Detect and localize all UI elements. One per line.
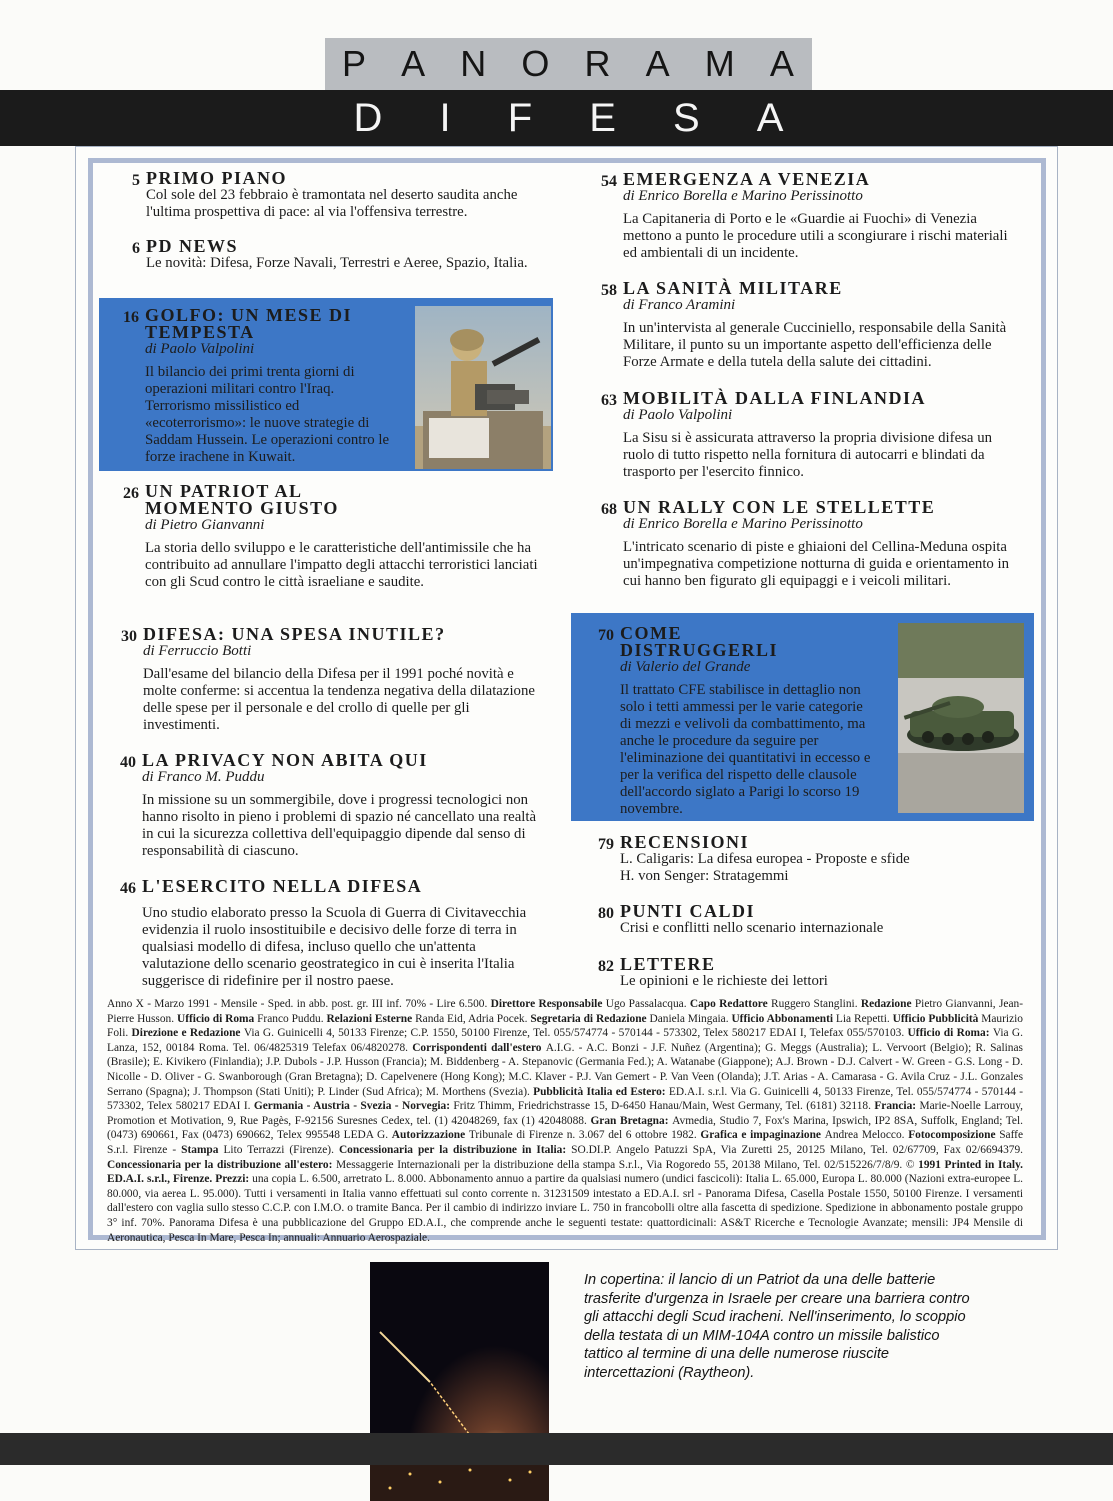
credits-label: Fotocomposizione bbox=[908, 1129, 1000, 1142]
toc-page-number: 63 bbox=[601, 392, 617, 409]
toc-entry-pd-news[interactable] bbox=[132, 236, 544, 272]
credits-text: Pietro Gianvanni, Jean-Pierre Husson. bbox=[107, 998, 1024, 1025]
credits-text: Andrea Melocco. bbox=[824, 1129, 909, 1142]
credits-label: Relazioni Esterne bbox=[326, 1012, 416, 1025]
masthead-letter: M bbox=[704, 43, 736, 84]
toc-entry-recensioni[interactable] bbox=[598, 832, 1023, 885]
credits-text: SO.DI.P. Angelo Patuzzi SpA, Via Zuretti 25, 20125 Milano, Tel. 02/67709, Fax 02/6694379. bbox=[571, 1143, 1024, 1156]
toc-page-number: 30 bbox=[121, 628, 137, 645]
credits-text: Franco Puddu. bbox=[257, 1012, 327, 1025]
toc-title: UN RALLY CON LE STELLETTE bbox=[623, 497, 936, 517]
toc-title: L'ESERCITO NELLA DIFESA bbox=[142, 876, 423, 896]
toc-page-number: 80 bbox=[598, 905, 614, 922]
credits-label: Segretaria di Redazione bbox=[530, 1012, 650, 1025]
masthead-letter: R bbox=[584, 43, 612, 84]
toc-description: Col sole del 23 febbraio è tramontata nel deserto saudita anche l'ultima prospettiva di pace: al via l'offensiva terrestre. bbox=[146, 187, 518, 220]
toc-description: Le opinioni e le richieste dei lettori bbox=[620, 973, 828, 989]
toc-description-line: H. von Senger: Stratagemmi bbox=[620, 868, 789, 884]
toc-description: L'intricato scenario di piste e ghiaioni del Cellina-Meduna ospita un'impegnativa competizione notturna di guida e orientamento in cui hanno ben figurato gli equipaggi e i veicoli militari. bbox=[623, 539, 1010, 589]
credits-text: Ruggero Stanglini. bbox=[771, 998, 861, 1010]
toc-description: Dall'esame del bilancio della Difesa per il 1991 poché novità e molte conferme: si accentua la tendenza negativa della dilatazione delle spese per il personale e del crollo di quelle per gli investimenti. bbox=[143, 666, 535, 733]
masthead-letter: A bbox=[756, 95, 784, 140]
toc-author: di Paolo Valpolini bbox=[623, 407, 733, 423]
toc-title: PD NEWS bbox=[146, 236, 239, 256]
masthead-letter: A bbox=[769, 43, 795, 84]
credits-text: Ugo Passalacqua. bbox=[605, 998, 690, 1010]
toc-description: Crisi e conflitti nello scenario internazionale bbox=[620, 920, 884, 936]
credits-label: Grafica e impaginazione bbox=[700, 1129, 825, 1142]
masthead-difesa bbox=[325, 90, 812, 146]
credits-label: Ufficio di Roma: bbox=[907, 1027, 993, 1040]
credits-text: una copia L. 6.500, arretrato L. 8.000. Abbonamento annuo a partire da qualsiasi numero (undici fascicoli): Italia L. 65.000, Europa L. 80.000 (Nazioni extra-europee L. 80.000, via aerea L. 95.000). Tutti i versamenti in Italia vanno effettuati sul conto corrente n. 31231509 intestato a ED.A.I. srl - Panorama Difesa, Casella Postale 1550, 50100 Firenze. I versamenti dall'estero con vaglia sullo stesso C.C.P. con I.M.O. o tramite Banca. Per il cambio di indirizzo inviare L. 750 in francobolli oltre alla fascetta di spedizione. Spedizione in abbonamento postale gruppo 3° inf. 70%. Panorama Difesa è una pubblicazione del Gruppo ED.A.I., che comprende anche le seguenti testate: quattordicinali: AS&T Ricerche e Tecnologie Avanzate; mensili: JP4 Mensile di Aeronautica, Pesca In Mare, Pesca In; annuali: Annuario Aerospaziale. bbox=[107, 1173, 1024, 1244]
credits-text: Lito Terrazzi (Firenze). bbox=[223, 1143, 339, 1156]
credits-text: Marie-Noelle Larrouy, Promotion et Motivation, 9, Rue Pagès, F-92156 Suresnes Cedex, tel. (1) 42048269, fax (1) 42048088. bbox=[107, 1100, 1023, 1127]
toc-title: PUNTI CALDI bbox=[620, 901, 756, 921]
masthead-letter: N bbox=[460, 43, 488, 84]
cover-photo-patriot-launch bbox=[370, 1262, 549, 1501]
toc-page-number: 40 bbox=[120, 754, 136, 771]
toc-entry-difesa-spesa[interactable] bbox=[121, 624, 544, 734]
toc-page-number: 79 bbox=[598, 836, 614, 853]
toc-description: Uno studio elaborato presso la Scuola di Guerra di Civitavecchia evidenzia il ruolo insostituibile e decisivo delle forze di terra in qualsiasi modello di difesa, incluso quello che un'attenta valutazione dello scenario geostrategico in cui è inserita l'Italia suggerisce di ridefinire per il nostro paese. bbox=[142, 905, 527, 989]
credits-label: Gran Bretagna: bbox=[590, 1114, 673, 1127]
toc-entry-venezia[interactable] bbox=[601, 169, 1023, 262]
credits-label: Francia: bbox=[874, 1100, 920, 1113]
toc-title: UN PATRIOT AL MOMENTO GIUSTO bbox=[145, 481, 339, 518]
toc-author: di Paolo Valpolini bbox=[145, 341, 255, 357]
credits-text: Randa Eid, Adria Pocek. bbox=[415, 1012, 531, 1025]
toc-title: GOLFO: UN MESE DI TEMPESTA bbox=[145, 305, 353, 342]
credits-label: Capo Redattore bbox=[689, 998, 771, 1010]
masthead-letter: F bbox=[507, 95, 533, 140]
masthead-letter: A bbox=[645, 43, 671, 84]
toc-page-number: 5 bbox=[132, 172, 140, 189]
toc-description: La Capitaneria di Porto e le «Guardie ai Fuochi» di Venezia mettono a punto le procedure utili a scongiurare i rischi materiali ed ambientali di un incidente. bbox=[623, 211, 1008, 261]
toc-author: di Ferruccio Botti bbox=[143, 643, 252, 659]
toc-description: In un'intervista al generale Cucciniello, responsabile della Sanità Militare, il punto su un importante aspetto dell'efficienza delle Forze Armate e della tutela della salute dei cittadini. bbox=[623, 320, 1007, 370]
credits-label: Concessionaria per la distribuzione in Italia: bbox=[338, 1143, 572, 1156]
toc-page-number: 82 bbox=[598, 958, 614, 975]
masthead-letter: S bbox=[672, 95, 700, 140]
toc-author: di Pietro Gianvanni bbox=[145, 517, 265, 533]
credits-text: Messaggerie Internazionali per la distribuzione della stampa S.r.l., Via Rogoredo 55, 20138 Milano, Tel. 02/515226/7/8/9. © bbox=[336, 1158, 919, 1171]
toc-entry-golfo[interactable] bbox=[123, 305, 395, 466]
toc-title: DIFESA: UNA SPESA INUTILE? bbox=[143, 624, 446, 644]
toc-page-number: 58 bbox=[601, 282, 617, 299]
credits-text: Avmedia, Studio 7, Fox's Marina, Ipswich, IP2 8SA, Suffolk, England; Tel. (0473) 690661, Fax (0473) 690662, Telex 995548 LEDA G. bbox=[107, 1114, 1024, 1142]
toc-author: di Valerio del Grande bbox=[620, 659, 751, 675]
credits-label: Redazione bbox=[860, 998, 915, 1010]
toc-description: In missione su un sommergibile, dove i progressi tecnologici non hanno risolto in pieno i problemi di spazio né cancellato una realtà in cui la sicurezza collettiva dell'equipaggio dipende dal senso di responsabilità di ciascuno. bbox=[142, 792, 537, 859]
toc-description: La Sisu si è assicurata attraverso la propria divisione difesa un ruolo di tutto rispetto nella fornitura di autocarri e blindati da trasporto per l'esercito finnico. bbox=[623, 430, 992, 480]
toc-title: LA SANITÀ MILITARE bbox=[623, 278, 843, 298]
credits-block bbox=[107, 997, 1023, 1245]
masthead-letter: P bbox=[342, 43, 368, 84]
credits-label: Direzione e Redazione bbox=[131, 1027, 244, 1040]
toc-page-number: 68 bbox=[601, 501, 617, 518]
soldier-photo bbox=[415, 306, 551, 469]
credits-label: Stampa bbox=[181, 1143, 224, 1156]
toc-title: MOBILITÀ DALLA FINLANDIA bbox=[623, 388, 927, 408]
toc-author: di Enrico Borella e Marino Perissinotto bbox=[623, 188, 863, 204]
credits-label: Autorizzazione bbox=[391, 1129, 469, 1142]
toc-title: COME DISTRUGGERLI bbox=[620, 623, 779, 660]
credits-label: Direttore Responsabile bbox=[490, 998, 606, 1010]
toc-page-number: 6 bbox=[132, 240, 140, 257]
toc-entry-lettere[interactable] bbox=[598, 954, 1023, 990]
toc-title: LA PRIVACY NON ABITA QUI bbox=[142, 750, 428, 770]
credits-text: Maurizio Foli. bbox=[107, 1012, 1023, 1040]
credits-text: Via G. Lanza, 152, 00184 Roma. Tel. 06/4825319 Telefax 06/4820278. bbox=[107, 1027, 1024, 1054]
toc-entry-patriot[interactable] bbox=[123, 481, 544, 591]
toc-description: Il trattato CFE stabilisce in dettaglio non solo i tetti ammessi per le varie categorie di mezzi e velivoli da combattimento, ma anche le procedure da seguire per l'eliminazione dei quantitativi in eccesso e per la verifica del rispetto delle clausole dell'accordo siglato a Parigi lo scorso 19 novembre. bbox=[620, 682, 871, 817]
toc-entry-sanita[interactable] bbox=[601, 278, 1023, 371]
toc-entry-distruggerli[interactable] bbox=[598, 623, 872, 818]
masthead-letter: I bbox=[439, 95, 451, 140]
credits-label: Ufficio di Roma bbox=[176, 1012, 258, 1025]
credits-label: Ufficio Pubblicità bbox=[892, 1012, 982, 1025]
toc-entry-privacy[interactable] bbox=[120, 750, 544, 860]
credits-label: Germania - Austria - Svezia - Norvegia: bbox=[253, 1100, 454, 1113]
credits-label: 1991 Printed in Italy. ED.A.I. s.r.l., Firenze. Prezzi: bbox=[107, 1158, 1023, 1186]
toc-title: EMERGENZA A VENEZIA bbox=[623, 169, 871, 189]
credits-text: ED.A.I. s.r.l. Via G. Guinicelli 4, 50133 Firenze, Tel. 055/574774 - 570144 - 573302, Telex 580217 EDAI I. bbox=[107, 1085, 1023, 1113]
toc-description: Il bilancio dei primi trenta giorni di operazioni militari contro l'Iraq. Terrorismo missilistico ed «ecoterrorismo»: le nuove strategie di Saddam Hussein. Le operazioni contro le forze irachene in Kuwait. bbox=[145, 364, 390, 465]
masthead-letter: D bbox=[353, 95, 383, 140]
credits-text: Lia Repetti. bbox=[835, 1012, 893, 1025]
toc-entry-esercito[interactable] bbox=[120, 876, 544, 990]
toc-page-number: 16 bbox=[123, 309, 139, 326]
credits-text: A.I.G. - A.C. Bonzi - J.F. Nuñez (Argentina); G. Meggs (Australia); L. Vervoort (Belgio); R. Salinas (Brasile); E. Kivikero (Finlandia); J.P. Dubols - J.P. Husson (Francia); M. Biddenberg - A. Stepanovic (Germania Fed.); A. Watanabe (Giappone); A.J. Brown - D.J. Calvert - W. Green - G.S. Long - D. Nicolle - D. Oliver - G. Swanborough (Gran Bretagna); D. Capelvenere (Hong Kong); M.C. Klaver - P.J. Van Gemert - P. Van Veen (Olanda); J.T. Arias - A. Camarasa - G. Avila Cruz - J.L. Gonzales Serrano (Spagna); J. Thompson (Stati Uniti); P. Linder (Sud Africa); M. Morthens (Svezia). bbox=[107, 1041, 1023, 1098]
toc-entry-primo-piano[interactable] bbox=[132, 168, 544, 221]
credits-label: Pubblicità Italia ed Estero: bbox=[533, 1085, 669, 1098]
credits-label: Concessionaria per la distribuzione all'estero: bbox=[107, 1158, 337, 1171]
toc-author: di Franco Aramini bbox=[623, 297, 736, 313]
toc-entry-finlandia[interactable] bbox=[601, 388, 1023, 481]
credits-text: Daniela Mingaia. bbox=[649, 1012, 732, 1025]
toc-description-line: L. Caligaris: La difesa europea - Proposte e sfide bbox=[620, 851, 910, 867]
toc-description: La storia dello sviluppo e le caratteristiche dell'antimissile che ha contribuito ad annullare l'impatto degli attacchi terroristici lanciati con gli Scud contro le città israeliane e saudite. bbox=[145, 540, 538, 590]
toc-title: LETTERE bbox=[620, 954, 716, 974]
toc-author: di Enrico Borella e Marino Perissinotto bbox=[623, 516, 863, 532]
credits-label: Ufficio Abbonamenti bbox=[731, 1012, 836, 1025]
toc-page-number: 70 bbox=[598, 627, 614, 644]
toc-page-number: 26 bbox=[123, 485, 139, 502]
masthead-letter: A bbox=[401, 43, 427, 84]
masthead-panorama bbox=[325, 38, 812, 90]
toc-entry-punti-caldi[interactable] bbox=[598, 901, 1023, 937]
credits-text: Tribunale di Firenze n. 3.067 del 6 ottobre 1982. bbox=[468, 1129, 701, 1142]
masthead-letter: O bbox=[521, 43, 551, 84]
footer-band bbox=[0, 1433, 1113, 1465]
credits-text: Anno X - Marzo 1991 - Mensile - Sped. in abb. post. gr. III inf. 70% - Lire 6.500. bbox=[107, 998, 491, 1010]
tank-photo bbox=[898, 623, 1024, 813]
toc-page-number: 54 bbox=[601, 173, 617, 190]
toc-author: di Franco M. Puddu bbox=[142, 769, 265, 785]
toc-description: Le novità: Difesa, Forze Navali, Terrestri e Aeree, Spazio, Italia. bbox=[146, 255, 528, 271]
toc-title: RECENSIONI bbox=[620, 832, 750, 852]
toc-entry-rally[interactable] bbox=[601, 497, 1023, 590]
credits-label: Corrispondenti dall'estero bbox=[412, 1041, 546, 1054]
toc-title: PRIMO PIANO bbox=[146, 168, 287, 188]
credits-text: Fritz Thimm, Friedrichstrasse 15, D-6450 Hanau/Main, West Germany, Tel. (6181) 32118. bbox=[453, 1100, 875, 1113]
cover-caption: In copertina: il lancio di un Patriot da una delle batterie trasferite d'urgenza in Israele per creare una barriera contro gli attacchi degli Scud iracheni. Nell'inserimento, lo scoppio della testata di un MIM-104A contro un missile balistico tattico al termine di una delle numerose riuscite intercettazioni (Raytheon). bbox=[584, 1272, 970, 1381]
toc-page-number: 46 bbox=[120, 880, 136, 897]
credits-text: Saffe S.r.l. Firenze - bbox=[107, 1129, 1024, 1156]
credits-text: Via G. Guinicelli 4, 50133 Firenze; C.P. 1550, 50100 Firenze, Tel. 055/574774 - 570144 - 573302, Telex 580217 EDAI I, Telefax 055/570103. bbox=[243, 1027, 908, 1040]
masthead-letter: E bbox=[589, 95, 616, 140]
